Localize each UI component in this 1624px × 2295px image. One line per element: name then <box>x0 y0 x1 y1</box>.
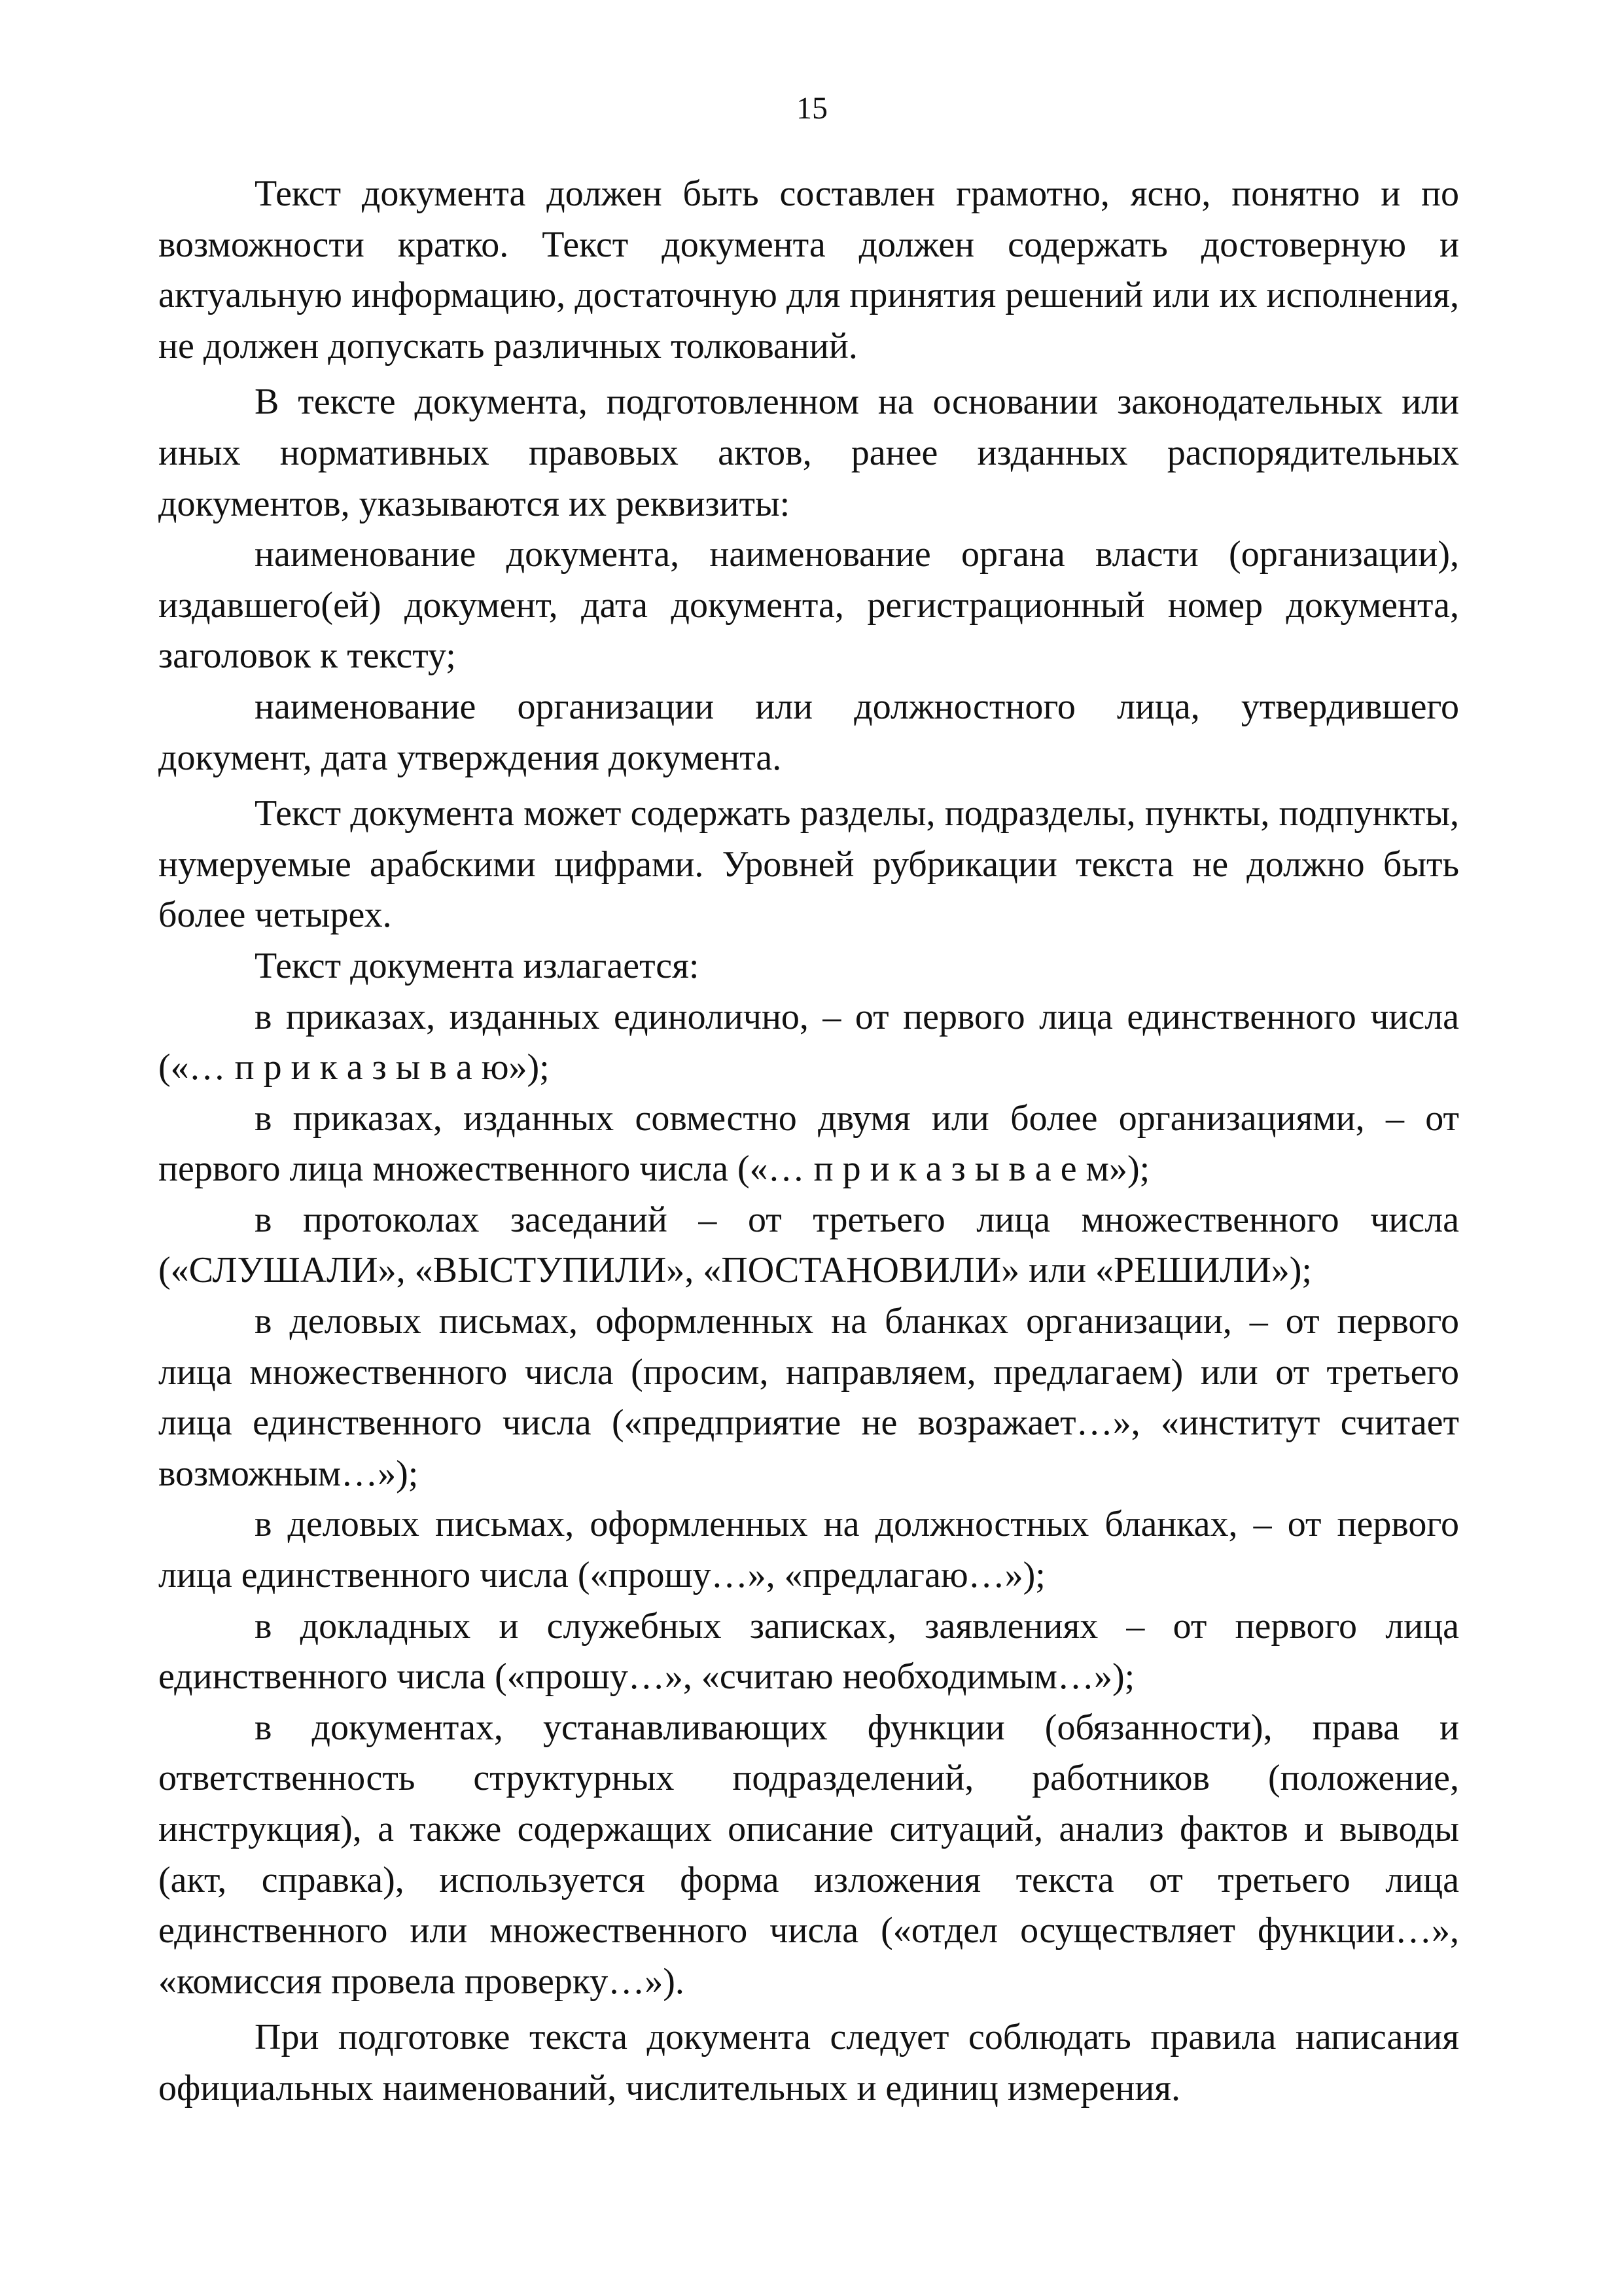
paragraph-meeting-protocols: в протоколах заседаний – от третьего лица множественного числа («СЛУШАЛИ», «ВЫСТУПИЛИ», «ПОСТАНОВИЛИ» или «РЕШИЛИ»); <box>158 1199 1459 1291</box>
paragraph-functional-documents: в документах, устанавливающих функции (обязанности), права и ответственность структурных подразделений, работников (положение, инструкция), а также содержащих описание ситуаций, анализ фактов и выводы (акт, справка), используется форма изложения текста от третьего лица единственного или множественного числа («отдел осуществляет функции…», «комиссия провела проверку…»). <box>158 1707 1459 2002</box>
paragraph-text-stated: Текст документа излагается: <box>255 945 699 986</box>
paragraph-requisites-document: наименование документа, наименование органа власти (организации), издавшего(ей) документ, дата документа, регистрационный номер документа, заголовок к тексту; <box>158 534 1459 677</box>
paragraph-memos: в докладных и служебных записках, заявлениях – от первого лица единственного числа («прошу…», «считаю необходимым…»); <box>158 1605 1459 1698</box>
paragraph-rubrication: Текст документа может содержать разделы, подразделы, пункты, подпункты, нумеруемые арабскими цифрами. Уровней рубрикации текста не должно быть более четырех. <box>158 793 1459 936</box>
paragraph-legal-references: В тексте документа, подготовленном на основании законодательных или иных нормативных правовых актов, ранее изданных распорядительных документов, указываются их реквизиты: <box>158 382 1459 524</box>
paragraph-orders-individual: в приказах, изданных единолично, – от первого лица единственного числа («… п р и к а з ы в а ю»); <box>158 996 1459 1088</box>
paragraph-business-letters-official: в деловых письмах, оформленных на должностных бланках, – от первого лица единственного числа («прошу…», «предлагаю…»); <box>158 1504 1459 1596</box>
paragraph-official-names: При подготовке текста документа следует соблюдать правила написания официальных наименований, числительных и единиц измерения. <box>158 2017 1459 2108</box>
paragraph-orders-joint: в приказах, изданных совместно двумя или более организациями, – от первого лица множественного числа («… п р и к а з ы в а е м»); <box>158 1097 1459 1190</box>
paragraph-business-letters-org: в деловых письмах, оформленных на бланках организации, – от первого лица множественного числа (просим, направляем, предлагаем) или от третьего лица единственного числа («предприятие не возражает…», «институт считает возможным…»); <box>158 1301 1459 1494</box>
document-body <box>158 169 1459 2114</box>
page-number: 15 <box>796 91 828 126</box>
paragraph-text-requirements: Текст документа должен быть составлен грамотно, ясно, понятно и по возможности кратко. Текст документа должен содержать достоверную и актуальную информацию, достаточную для принятия решений или их исполнения, не должен допускать различных толкований. <box>158 173 1459 366</box>
paragraph-requisites-approval: наименование организации или должностного лица, утвердившего документ, дата утверждения документа. <box>158 686 1459 778</box>
